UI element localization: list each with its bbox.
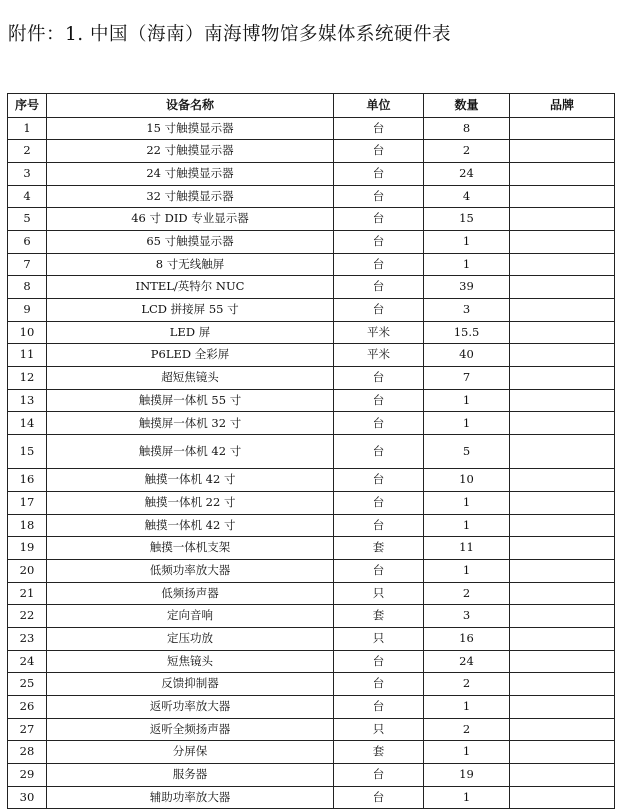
cell-brand <box>510 491 615 514</box>
cell-name: 反馈抑制器 <box>47 673 334 696</box>
table-row <box>8 514 615 537</box>
table-row <box>8 185 615 208</box>
cell-brand <box>510 412 615 435</box>
cell-unit: 台 <box>334 367 424 390</box>
cell-name: 分屏保 <box>47 741 334 764</box>
cell-no: 16 <box>8 469 47 492</box>
cell-no: 26 <box>8 696 47 719</box>
table-row <box>8 117 615 140</box>
cell-name: 低频功率放大器 <box>47 559 334 582</box>
cell-brand <box>510 741 615 764</box>
cell-name: 触摸屏一体机 42 寸 <box>47 435 334 469</box>
cell-qty: 10 <box>424 469 510 492</box>
cell-brand <box>510 389 615 412</box>
table-row <box>8 367 615 390</box>
cell-unit: 只 <box>334 582 424 605</box>
cell-no: 4 <box>8 185 47 208</box>
cell-unit: 台 <box>334 764 424 787</box>
cell-brand <box>510 117 615 140</box>
table-row <box>8 208 615 231</box>
cell-unit: 只 <box>334 718 424 741</box>
cell-unit: 套 <box>334 537 424 560</box>
cell-no: 20 <box>8 559 47 582</box>
cell-qty: 1 <box>424 559 510 582</box>
cell-no: 27 <box>8 718 47 741</box>
table-row <box>8 435 615 469</box>
table-row <box>8 412 615 435</box>
cell-no: 14 <box>8 412 47 435</box>
table-row <box>8 321 615 344</box>
table-row <box>8 696 615 719</box>
cell-brand <box>510 582 615 605</box>
cell-name: 触摸一体机 22 寸 <box>47 491 334 514</box>
cell-brand <box>510 276 615 299</box>
cell-name: 8 寸无线触屏 <box>47 253 334 276</box>
cell-name: LED 屏 <box>47 321 334 344</box>
cell-name: P6LED 全彩屏 <box>47 344 334 367</box>
cell-name: LCD 拼接屏 55 寸 <box>47 299 334 322</box>
cell-name: 触摸屏一体机 32 寸 <box>47 412 334 435</box>
cell-qty: 24 <box>424 162 510 185</box>
cell-brand <box>510 185 615 208</box>
document-title: 附件：1. 中国（海南）南海博物馆多媒体系统硬件表 <box>8 24 452 45</box>
cell-unit: 台 <box>334 185 424 208</box>
table-row <box>8 276 615 299</box>
cell-unit: 台 <box>334 435 424 469</box>
cell-brand <box>510 673 615 696</box>
cell-name: 触摸一体机支架 <box>47 537 334 560</box>
cell-qty: 24 <box>424 650 510 673</box>
cell-brand <box>510 469 615 492</box>
cell-name: 触摸一体机 42 寸 <box>47 514 334 537</box>
cell-no: 23 <box>8 627 47 650</box>
cell-name: 32 寸触摸显示器 <box>47 185 334 208</box>
cell-qty: 11 <box>424 537 510 560</box>
cell-no: 17 <box>8 491 47 514</box>
cell-brand <box>510 299 615 322</box>
cell-qty: 1 <box>424 491 510 514</box>
cell-name: 辅助功率放大器 <box>47 786 334 809</box>
cell-name: 短焦镜头 <box>47 650 334 673</box>
header-name: 设备名称 <box>47 94 334 118</box>
cell-no: 24 <box>8 650 47 673</box>
cell-qty: 1 <box>424 230 510 253</box>
cell-brand <box>510 162 615 185</box>
cell-name: INTEL/英特尔 NUC <box>47 276 334 299</box>
table-row <box>8 253 615 276</box>
cell-name: 定压功放 <box>47 627 334 650</box>
cell-no: 5 <box>8 208 47 231</box>
cell-qty: 7 <box>424 367 510 390</box>
cell-qty: 15.5 <box>424 321 510 344</box>
table-row <box>8 718 615 741</box>
cell-brand <box>510 344 615 367</box>
cell-qty: 39 <box>424 276 510 299</box>
cell-brand <box>510 786 615 809</box>
cell-no: 1 <box>8 117 47 140</box>
table-row <box>8 673 615 696</box>
table-row <box>8 605 615 628</box>
cell-brand <box>510 514 615 537</box>
cell-qty: 1 <box>424 696 510 719</box>
cell-no: 3 <box>8 162 47 185</box>
table-row <box>8 469 615 492</box>
cell-brand <box>510 627 615 650</box>
cell-qty: 2 <box>424 673 510 696</box>
cell-unit: 台 <box>334 786 424 809</box>
table-row <box>8 627 615 650</box>
table-row <box>8 537 615 560</box>
cell-qty: 1 <box>424 412 510 435</box>
cell-qty: 1 <box>424 389 510 412</box>
cell-qty: 19 <box>424 764 510 787</box>
cell-name: 服务器 <box>47 764 334 787</box>
cell-name: 15 寸触摸显示器 <box>47 117 334 140</box>
cell-qty: 3 <box>424 605 510 628</box>
cell-unit: 台 <box>334 208 424 231</box>
cell-unit: 台 <box>334 491 424 514</box>
cell-name: 超短焦镜头 <box>47 367 334 390</box>
header-no: 序号 <box>8 94 47 118</box>
cell-qty: 2 <box>424 140 510 163</box>
hardware-table <box>7 93 615 809</box>
cell-unit: 平米 <box>334 344 424 367</box>
cell-unit: 台 <box>334 412 424 435</box>
header-unit: 单位 <box>334 94 424 118</box>
table-row <box>8 786 615 809</box>
cell-qty: 1 <box>424 253 510 276</box>
cell-unit: 台 <box>334 650 424 673</box>
cell-unit: 台 <box>334 117 424 140</box>
table-row <box>8 582 615 605</box>
cell-no: 7 <box>8 253 47 276</box>
table-row <box>8 140 615 163</box>
cell-qty: 40 <box>424 344 510 367</box>
cell-qty: 1 <box>424 786 510 809</box>
cell-brand <box>510 764 615 787</box>
cell-unit: 台 <box>334 162 424 185</box>
cell-name: 触摸屏一体机 55 寸 <box>47 389 334 412</box>
cell-no: 9 <box>8 299 47 322</box>
cell-qty: 16 <box>424 627 510 650</box>
cell-unit: 台 <box>334 299 424 322</box>
cell-unit: 台 <box>334 514 424 537</box>
cell-name: 定向音响 <box>47 605 334 628</box>
table-row <box>8 741 615 764</box>
cell-unit: 只 <box>334 627 424 650</box>
cell-name: 22 寸触摸显示器 <box>47 140 334 163</box>
cell-no: 13 <box>8 389 47 412</box>
cell-unit: 台 <box>334 276 424 299</box>
table-row <box>8 491 615 514</box>
cell-no: 10 <box>8 321 47 344</box>
cell-name: 46 寸 DID 专业显示器 <box>47 208 334 231</box>
cell-name: 返听功率放大器 <box>47 696 334 719</box>
table-row <box>8 559 615 582</box>
cell-no: 8 <box>8 276 47 299</box>
header-brand: 品牌 <box>510 94 615 118</box>
cell-brand <box>510 253 615 276</box>
cell-qty: 1 <box>424 741 510 764</box>
table-header-row <box>8 94 615 118</box>
cell-no: 18 <box>8 514 47 537</box>
cell-no: 19 <box>8 537 47 560</box>
cell-qty: 2 <box>424 582 510 605</box>
cell-no: 2 <box>8 140 47 163</box>
cell-brand <box>510 605 615 628</box>
cell-brand <box>510 696 615 719</box>
cell-unit: 台 <box>334 389 424 412</box>
cell-no: 29 <box>8 764 47 787</box>
cell-brand <box>510 230 615 253</box>
cell-brand <box>510 559 615 582</box>
table-row <box>8 162 615 185</box>
cell-unit: 台 <box>334 253 424 276</box>
cell-no: 22 <box>8 605 47 628</box>
cell-qty: 8 <box>424 117 510 140</box>
table-row <box>8 389 615 412</box>
cell-qty: 3 <box>424 299 510 322</box>
cell-name: 低频扬声器 <box>47 582 334 605</box>
cell-no: 21 <box>8 582 47 605</box>
cell-qty: 2 <box>424 718 510 741</box>
cell-brand <box>510 321 615 344</box>
table-body <box>8 117 615 809</box>
table-row <box>8 344 615 367</box>
table-row <box>8 764 615 787</box>
cell-no: 15 <box>8 435 47 469</box>
header-qty: 数量 <box>424 94 510 118</box>
cell-brand <box>510 140 615 163</box>
cell-no: 30 <box>8 786 47 809</box>
cell-name: 触摸一体机 42 寸 <box>47 469 334 492</box>
cell-brand <box>510 718 615 741</box>
cell-unit: 台 <box>334 673 424 696</box>
cell-qty: 1 <box>424 514 510 537</box>
cell-qty: 5 <box>424 435 510 469</box>
table-row <box>8 650 615 673</box>
table-row <box>8 299 615 322</box>
cell-unit: 套 <box>334 741 424 764</box>
cell-brand <box>510 208 615 231</box>
cell-no: 11 <box>8 344 47 367</box>
cell-no: 28 <box>8 741 47 764</box>
cell-name: 24 寸触摸显示器 <box>47 162 334 185</box>
cell-brand <box>510 650 615 673</box>
cell-unit: 平米 <box>334 321 424 344</box>
cell-unit: 台 <box>334 696 424 719</box>
cell-qty: 15 <box>424 208 510 231</box>
cell-qty: 4 <box>424 185 510 208</box>
cell-no: 25 <box>8 673 47 696</box>
cell-unit: 台 <box>334 559 424 582</box>
cell-unit: 套 <box>334 605 424 628</box>
cell-brand <box>510 367 615 390</box>
cell-name: 65 寸触摸显示器 <box>47 230 334 253</box>
cell-no: 6 <box>8 230 47 253</box>
cell-name: 返听全频扬声器 <box>47 718 334 741</box>
cell-brand <box>510 435 615 469</box>
cell-unit: 台 <box>334 230 424 253</box>
table-row <box>8 230 615 253</box>
cell-unit: 台 <box>334 140 424 163</box>
cell-no: 12 <box>8 367 47 390</box>
cell-brand <box>510 537 615 560</box>
cell-unit: 台 <box>334 469 424 492</box>
